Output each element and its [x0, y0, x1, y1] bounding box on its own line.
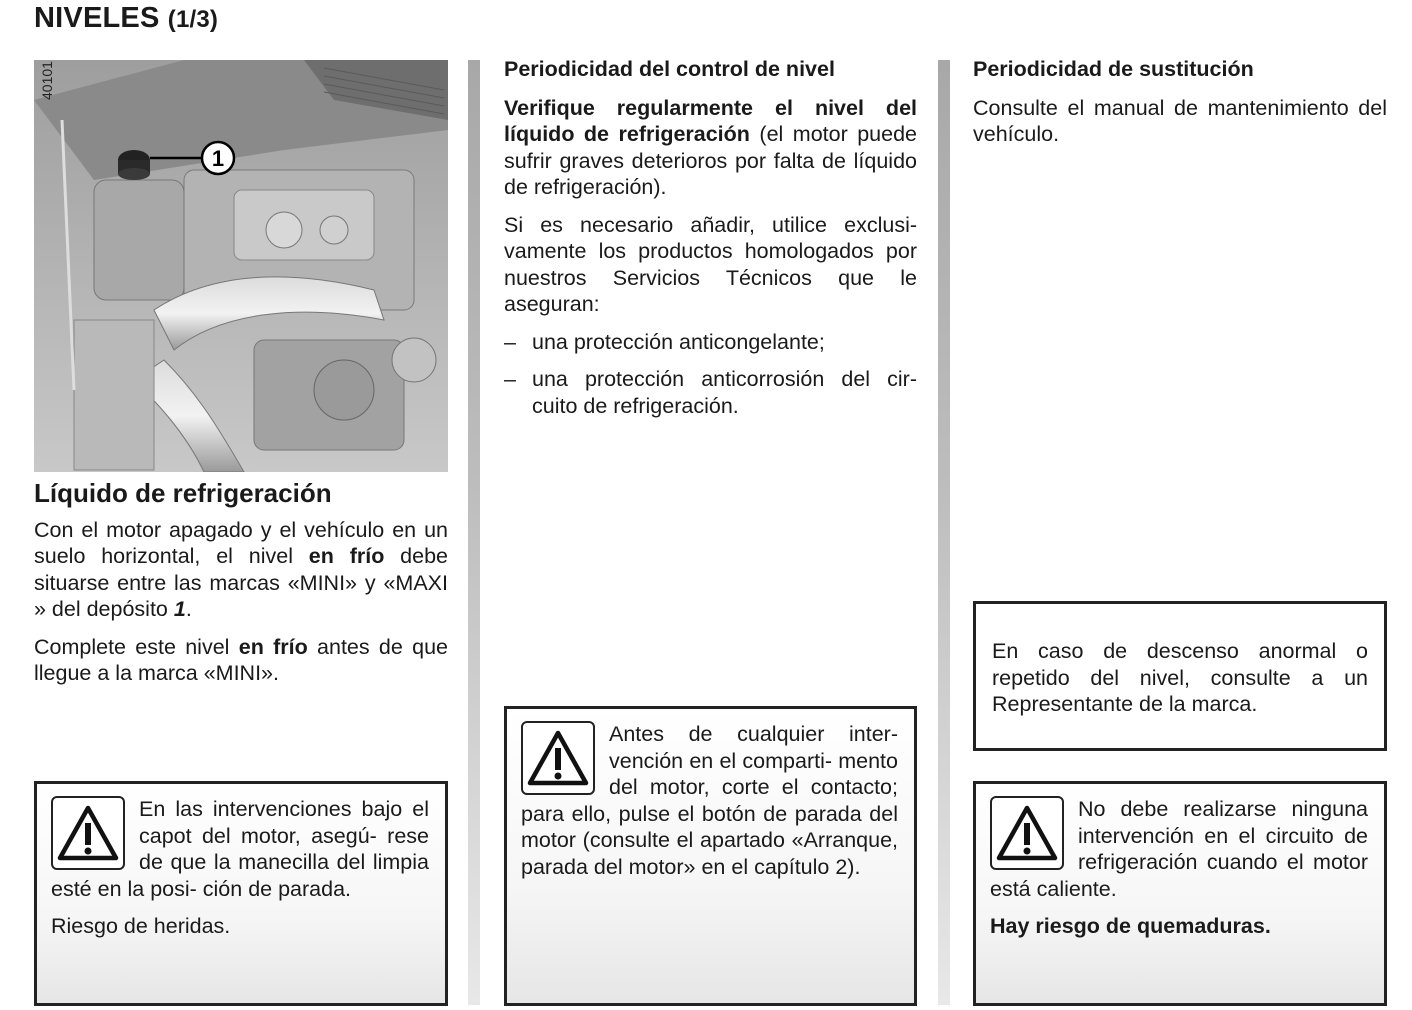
warning-box-wiper: [34, 781, 448, 1006]
paragraph-check-regularly: Verifique regularmente el nivel del líquido de refrigeración (el motor puede sufrir graves deterioros por falta de líquido de refrigeración).: [504, 95, 917, 199]
section-heading: Líquido de refrigeración: [34, 478, 332, 508]
warning-triangle-icon: [521, 721, 595, 795]
list-item: – una protección anticongelante;: [504, 329, 825, 354]
warning-triangle-icon: [990, 796, 1064, 870]
column-separator: [938, 60, 950, 1005]
page-title: [34, 2, 218, 35]
paragraph-approved-products: Si es necesario añadir, utilice exclusi- vamente los productos homologados por nuestros Servicios Técnicos que le aseguran:: [504, 212, 917, 316]
note-box-abnormal-drop: [973, 601, 1387, 751]
list-item: – una protección anticorrosión del cir- cuito de refrigeración.: [504, 367, 917, 418]
page-indicator: (1/3): [167, 6, 219, 33]
warning-risk-text: Hay riesgo de quemaduras.: [990, 914, 1271, 938]
section-heading: Periodicidad del control de nivel: [504, 57, 835, 81]
warning-box-hot-engine: [973, 781, 1387, 1006]
warning-risk-text: Riesgo de heridas.: [51, 914, 231, 938]
warning-text: En las intervenciones bajo el capot del motor, asegú- rese de que la manecilla del limpia esté en la posi- ción de parada.: [51, 797, 429, 901]
callout-number: 1: [211, 146, 225, 171]
warning-triangle-icon: [51, 796, 125, 870]
engine-photo: [34, 60, 448, 472]
column-separator: [468, 60, 480, 1005]
page-title-text: NIVELES: [34, 2, 160, 34]
warning-text: No debe realizarse ninguna intervención en el circuito de refrigeración cuando el motor está caliente.: [990, 797, 1368, 901]
paragraph-maintenance-manual: Consulte el manual de mantenimiento del vehículo.: [973, 95, 1387, 146]
column-coolant-level: [34, 480, 448, 698]
paragraph-level-check: Con el motor apagado y el vehículo en un suelo horizontal, el nivel en frío debe situarse entre las marcas «MINI» y «MAXI » del depósito 1.: [34, 517, 448, 621]
note-text: En caso de descenso anormal o repetido del nivel, consulte a un Representante de la marca.: [992, 639, 1368, 716]
section-heading: Periodicidad de sustitución: [973, 57, 1254, 81]
column-check-frequency: [504, 56, 917, 430]
column-replacement-frequency: [973, 56, 1387, 159]
engine-illustration: [34, 60, 448, 472]
paragraph-top-up: Complete este nivel en frío antes de que llegue a la marca «MINI».: [34, 634, 448, 685]
figure-code: 40101: [39, 61, 55, 100]
warning-text: Antes de cualquier inter- vención en el comparti- mento del motor, corte el contacto; para ello, pulse el botón de parada del motor (consulte el apartado «Arranque, parada del motor» en el capítulo 2).: [521, 722, 898, 879]
warning-box-ignition: [504, 706, 917, 1006]
